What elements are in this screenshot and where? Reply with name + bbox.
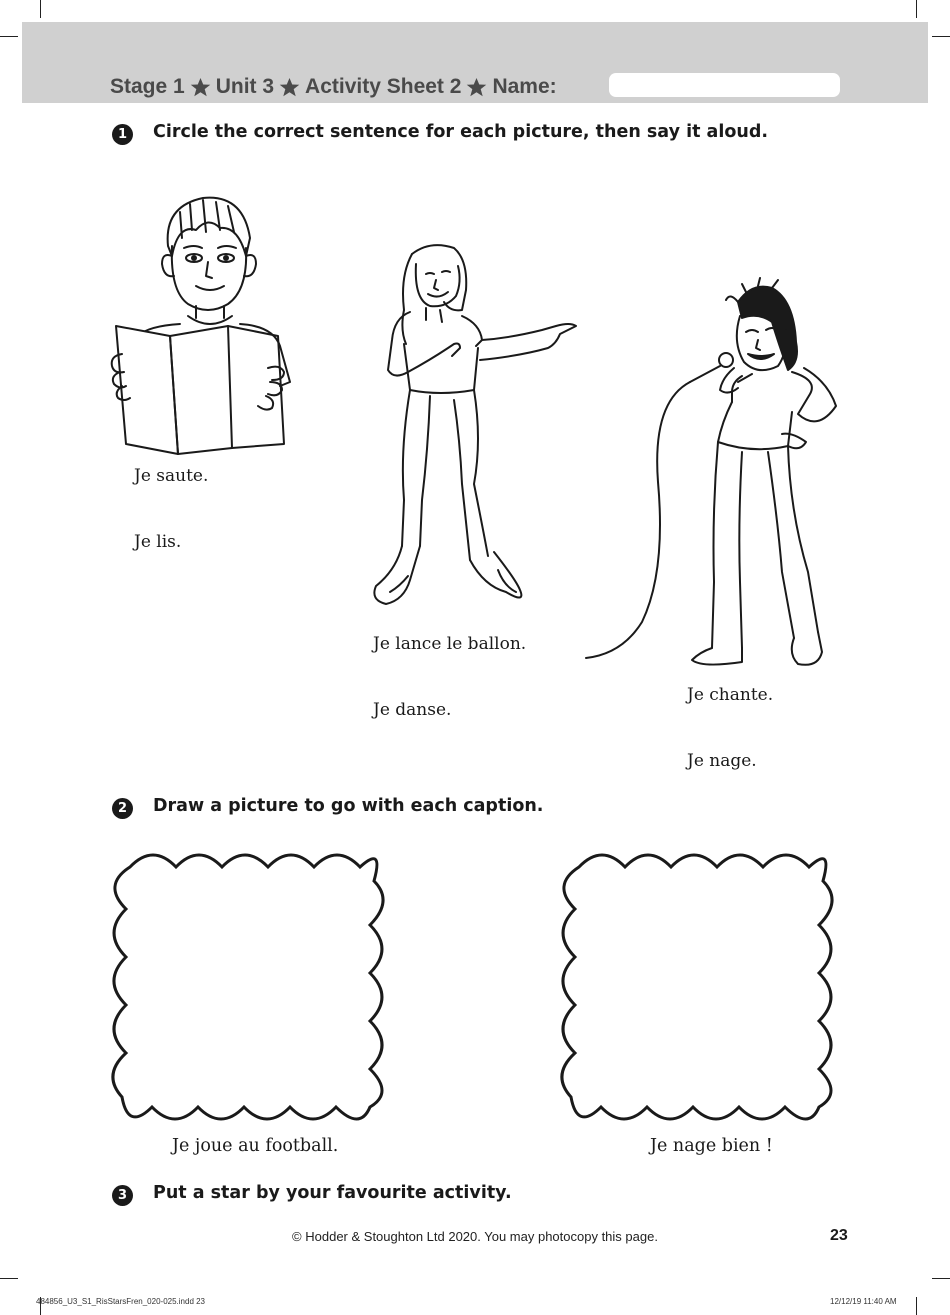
crop-mark bbox=[916, 0, 917, 18]
crop-mark bbox=[932, 36, 950, 37]
option-je-saute[interactable]: Je saute. bbox=[134, 466, 209, 486]
question-number-1: 1 bbox=[112, 124, 133, 145]
copyright-notice: © Hodder & Stoughton Ltd 2020. You may photocopy this page. bbox=[292, 1229, 658, 1244]
caption-je-joue-au-football: Je joue au football. bbox=[172, 1136, 339, 1156]
crop-mark bbox=[0, 36, 18, 37]
name-label: Name: bbox=[492, 75, 557, 98]
crop-mark bbox=[0, 1278, 18, 1279]
crop-mark bbox=[932, 1278, 950, 1279]
unit-label: Unit 3 bbox=[215, 75, 275, 98]
name-input[interactable] bbox=[609, 73, 840, 97]
header-title bbox=[110, 72, 557, 102]
option-je-lis[interactable]: Je lis. bbox=[134, 532, 182, 552]
sheet-label: Activity Sheet 2 bbox=[305, 75, 462, 98]
option-je-lance-le-ballon[interactable]: Je lance le ballon. bbox=[373, 634, 527, 654]
slug-date: 12/12/19 11:40 AM bbox=[830, 1297, 897, 1306]
option-je-danse[interactable]: Je danse. bbox=[373, 700, 452, 720]
question-number-3: 3 bbox=[112, 1185, 133, 1206]
stage-label: Stage 1 bbox=[110, 75, 185, 98]
caption-je-nage-bien: Je nage bien ! bbox=[650, 1136, 773, 1156]
girl-singing-icon bbox=[582, 282, 844, 670]
crop-mark bbox=[40, 0, 41, 18]
star-icon bbox=[190, 77, 211, 98]
page-number: 23 bbox=[830, 1227, 848, 1244]
slug-filename: 484856_U3_S1_RisStarsFren_020-025.indd 23 bbox=[36, 1297, 206, 1306]
drawing-frame-left[interactable] bbox=[108, 845, 391, 1125]
option-je-nage[interactable]: Je nage. bbox=[687, 751, 757, 771]
question-1-instruction: Circle the correct sentence for each picture, then say it aloud. bbox=[153, 122, 768, 142]
boy-reading-icon bbox=[108, 186, 298, 456]
star-icon bbox=[279, 77, 300, 98]
question-3-instruction: Put a star by your favourite activity. bbox=[153, 1183, 512, 1203]
question-number-2: 2 bbox=[112, 798, 133, 819]
girl-dancing-icon bbox=[370, 240, 580, 610]
star-icon bbox=[466, 77, 487, 98]
option-je-chante[interactable]: Je chante. bbox=[687, 685, 774, 705]
crop-mark bbox=[916, 1297, 917, 1315]
question-2-instruction: Draw a picture to go with each caption. bbox=[153, 796, 544, 816]
drawing-frame-right[interactable] bbox=[557, 845, 840, 1125]
